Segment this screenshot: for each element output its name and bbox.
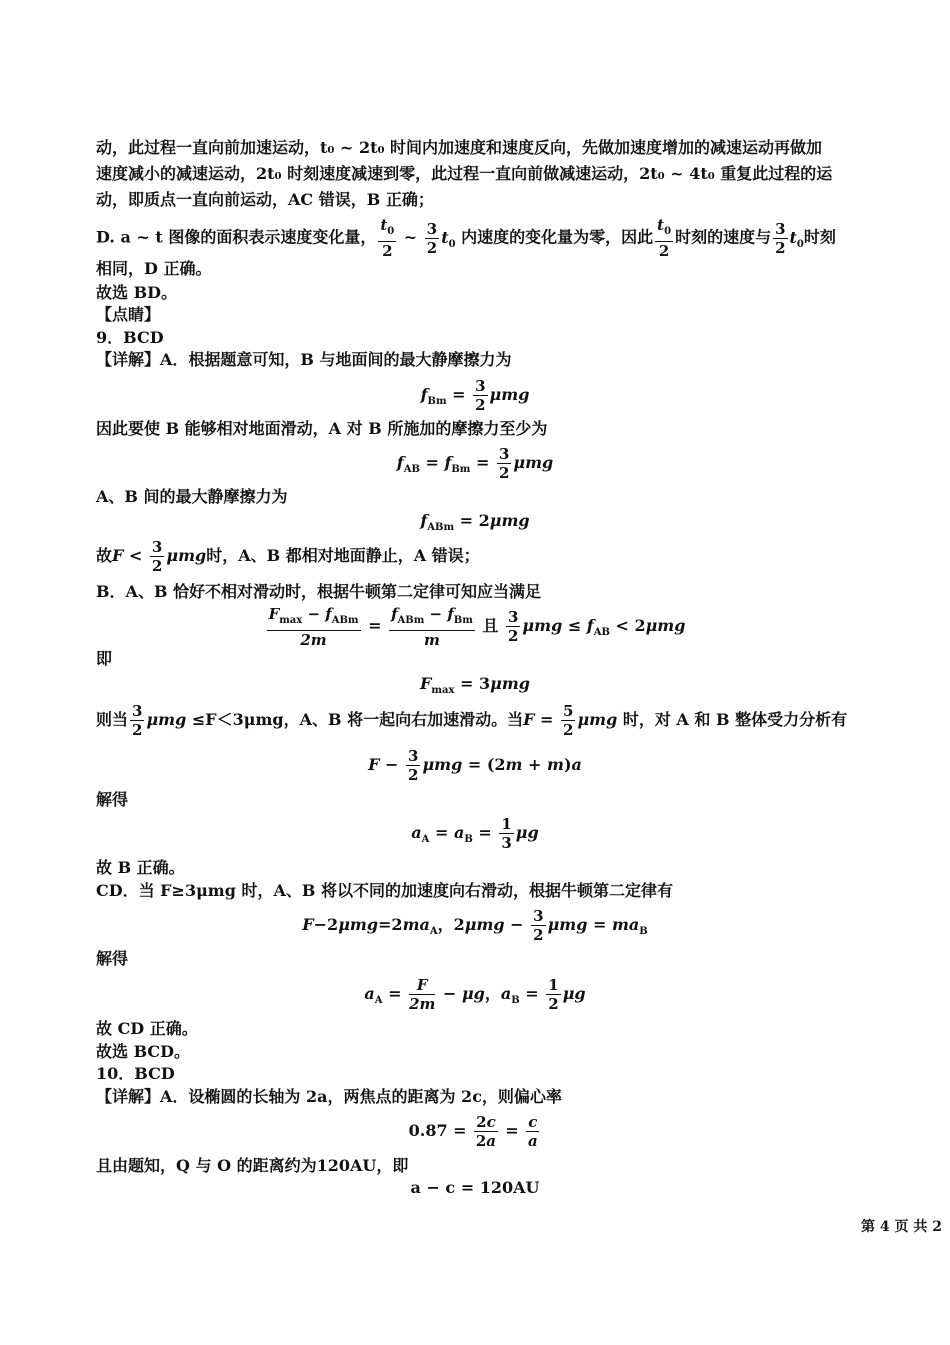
text-line: D. a ~ t 图像的面积表示速度变化量， $\frac{t_0}{2}$ ~ $\frac{3}{2}$ $t_0$ 内速度的变化量为零，因此 $\frac{t_0}{2}$ 时刻的速度与 $\frac{3}{2}$ $t_0$时刻 <box>96 216 836 260</box>
text-line: 故选 BD。 <box>96 283 177 302</box>
text-line: 动，此过程一直向前加速运动，t₀ ~ 2t₀ 时间内加速度和速度反向，先做加速度增加的减速运动再做加 <box>96 138 823 157</box>
text-line: CD．当 F≥3μmg 时，A、B 将以不同的加速度向右滑动，根据牛顿第二定律有 <box>96 881 673 900</box>
equation: $a_A = a_B$ = $\frac{1}{3}$ μg <box>411 815 539 852</box>
text-line: 9．BCD <box>96 328 164 347</box>
text-line: 相同，D 正确。 <box>96 259 212 278</box>
text-segment: 时，A、B 都相对地面静止，A 错误； <box>206 546 480 565</box>
equation: $f_{ABm} = 2\mu mg$ <box>420 511 530 533</box>
text-line: 10．BCD <box>96 1064 175 1083</box>
text-line: 解得 <box>96 790 129 809</box>
text-line: A、B 间的最大静摩擦力为 <box>96 487 288 506</box>
text-segment: 时刻 <box>803 227 836 247</box>
text-line: 故 B 正确。 <box>96 858 185 877</box>
text-line: 且由题知，Q 与 O 的距离约为120AU，即 <box>96 1156 409 1175</box>
equation: 0.87 = $\frac{2c}{2a}$ = $\frac{c}{a}$ <box>408 1113 538 1150</box>
text-line: 【点睛】 <box>96 305 161 324</box>
equation: $f_{Bm}$ = $\frac{3}{2}$ μmg <box>420 377 530 414</box>
text-line: 故F < $\frac{3}{2}$ μmg时，A、B 都相对地面静止，A 错误； <box>96 538 480 575</box>
fraction: $\frac{3}{2}$ <box>775 219 786 257</box>
equation: $a_A$ = $\frac{F}{2m}$ − μg，$a_B$ = $\frac{1}{2}$ μg <box>364 976 586 1013</box>
equation: F − $\frac{3}{2}$ μmg = (2m + m)a <box>368 747 582 784</box>
text-line: 【详解】A．设椭圆的长轴为 2a，两焦点的距离为 2c，则偏心率 <box>96 1087 562 1106</box>
text-line: 速度减小的减速运动，2t₀ 时刻速度减速到零，此过程一直向前做减速运动，2t₀ ~ 4t₀ 重复此过程的运 <box>96 164 833 183</box>
equation: $f_{AB} = f_{Bm}$ = $\frac{3}{2}$ μmg <box>396 445 554 482</box>
text-line: 因此要使 B 能够相对地面滑动，A 对 B 所施加的摩擦力至少为 <box>96 419 548 438</box>
text-segment: 时刻的速度与 <box>675 227 772 247</box>
equation: $\frac{F_{max} - f_{ABm}}{2m}$ = $\frac{f_{ABm} - f_{Bm}}{m}$ 且 $\frac{3}{2}$ $\mu mg \le f_{AB} < 2\mu mg$ <box>268 604 686 649</box>
fraction: $\frac{t_0}{2}$ <box>657 216 672 260</box>
text-line: 即 <box>96 649 113 668</box>
fraction: $\frac{3}{2}$ <box>426 219 438 257</box>
fraction: $\frac{t_0}{2}$ <box>380 216 395 260</box>
text-line: 故选 BCD。 <box>96 1042 191 1061</box>
text-line: 解得 <box>96 949 129 968</box>
text-line: 【详解】A．根据题意可知，B 与地面间的最大静摩擦力为 <box>96 350 512 369</box>
equation: $F_{max} = 3\mu mg$ <box>420 674 530 696</box>
text-segment: 内速度的变化量为零，因此 <box>461 227 654 247</box>
text-segment: 故 <box>96 546 113 565</box>
text-line: 故 CD 正确。 <box>96 1019 198 1038</box>
text-segment: D. a ~ t 图像的面积表示速度变化量， <box>96 227 377 247</box>
text-line: 则当 $\frac{3}{2}$ μmg ≤F＜3μmg，A、B 将一起向右加速滑动。当F = $\frac{5}{2}$ μmg 时，对 A 和 B 整体受力分析有 <box>96 702 848 739</box>
text-line: 动，即质点一直向前运动，AC 错误，B 正确； <box>96 190 434 209</box>
page-footer: 第 4 页 共 2 <box>861 1219 942 1235</box>
text-segment: ≤F＜3μmg，A、B 将一起向右加速滑动。当 <box>191 710 524 729</box>
text-line: B．A、B 恰好不相对滑动时，根据牛顿第二定律可知应当满足 <box>96 582 542 601</box>
text-segment: 则当 <box>96 710 129 729</box>
equation: a − c = 120AU <box>410 1178 540 1197</box>
text-segment: 时，对 A 和 B 整体受力分析有 <box>622 710 848 729</box>
equation: $F-2\mu mg=2ma_A$，2μmg − $\frac{3}{2}$ $\mu mg = ma_B$ <box>302 907 648 944</box>
